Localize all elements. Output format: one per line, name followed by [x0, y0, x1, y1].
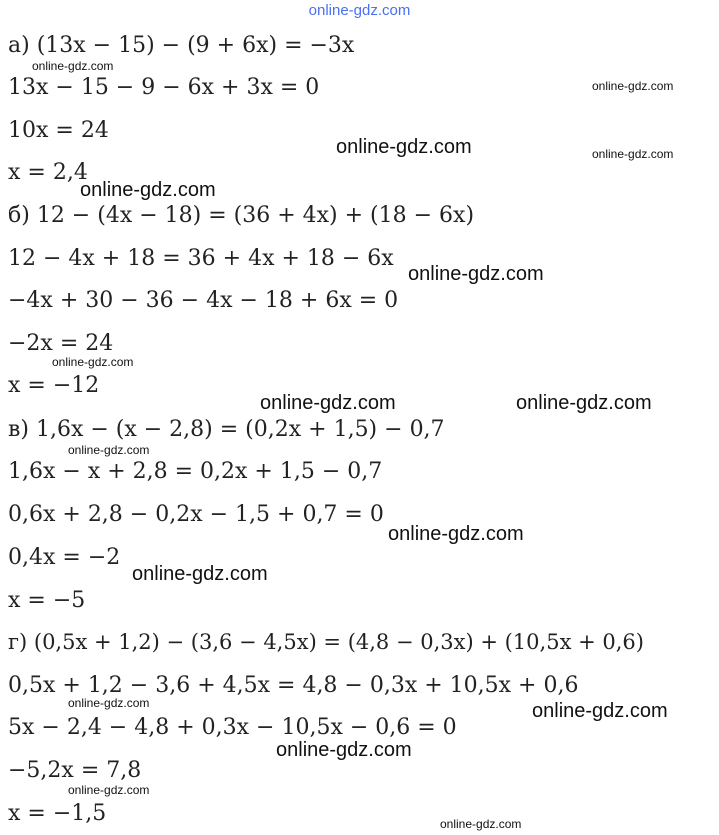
watermark: online-gdz.com: [260, 392, 396, 414]
watermark: online-gdz.com: [52, 355, 134, 369]
equation-line: −2x = 24: [8, 331, 114, 356]
equation-line: 1,6x − x + 2,8 = 0,2x + 1,5 − 0,7: [8, 459, 383, 484]
watermark: online-gdz.com: [132, 563, 268, 585]
equation-line: 10x = 24: [8, 118, 109, 143]
equation-line: x = −1,5: [8, 801, 107, 826]
watermark: online-gdz.com: [32, 59, 114, 73]
watermark: online-gdz.com: [388, 523, 524, 545]
equation-line: а) (13x − 15) − (9 + 6x) = −3x: [8, 33, 355, 58]
watermark: online-gdz.com: [68, 443, 150, 457]
watermark: online-gdz.com: [532, 700, 668, 722]
watermark: online-gdz.com: [592, 79, 674, 93]
watermark: online-gdz.com: [592, 147, 674, 161]
equation-line: −5,2x = 7,8: [8, 758, 142, 783]
equation-line: б) 12 − (4x − 18) = (36 + 4x) + (18 − 6x): [8, 203, 475, 228]
equation-line: 0,5x + 1,2 − 3,6 + 4,5x = 4,8 − 0,3x + 10,5x + 0,6: [8, 673, 579, 698]
equation-line: 12 − 4x + 18 = 36 + 4x + 18 − 6x: [8, 246, 394, 271]
equation-line: −4x + 30 − 36 − 4x − 18 + 6x = 0: [8, 288, 399, 313]
equation-line: x = −12: [8, 373, 100, 398]
watermark: online-gdz.com: [516, 392, 652, 414]
equation-line: 13x − 15 − 9 − 6x + 3x = 0: [8, 75, 320, 100]
watermark: online-gdz.com: [336, 136, 472, 158]
watermark: online-gdz.com: [276, 739, 412, 761]
equation-line: 5x − 2,4 − 4,8 + 0,3x − 10,5x − 0,6 = 0: [8, 715, 457, 740]
equation-line: в) 1,6x − (x − 2,8) = (0,2x + 1,5) − 0,7: [8, 417, 445, 442]
equation-line: г) (0,5x + 1,2) − (3,6 − 4,5x) = (4,8 − 0,3x) + (10,5x + 0,6): [8, 630, 644, 654]
watermark: online-gdz.com: [80, 179, 216, 201]
header-watermark: online-gdz.com: [308, 2, 411, 19]
equation-line: 0,6x + 2,8 − 0,2x − 1,5 + 0,7 = 0: [8, 502, 384, 527]
equation-line: x = −5: [8, 588, 86, 613]
watermark: online-gdz.com: [68, 696, 150, 710]
watermark: online-gdz.com: [408, 263, 544, 285]
watermark: online-gdz.com: [68, 783, 150, 797]
equation-line: 0,4x = −2: [8, 545, 121, 570]
equation-line: x = 2,4: [8, 160, 88, 185]
watermark: online-gdz.com: [440, 817, 522, 831]
